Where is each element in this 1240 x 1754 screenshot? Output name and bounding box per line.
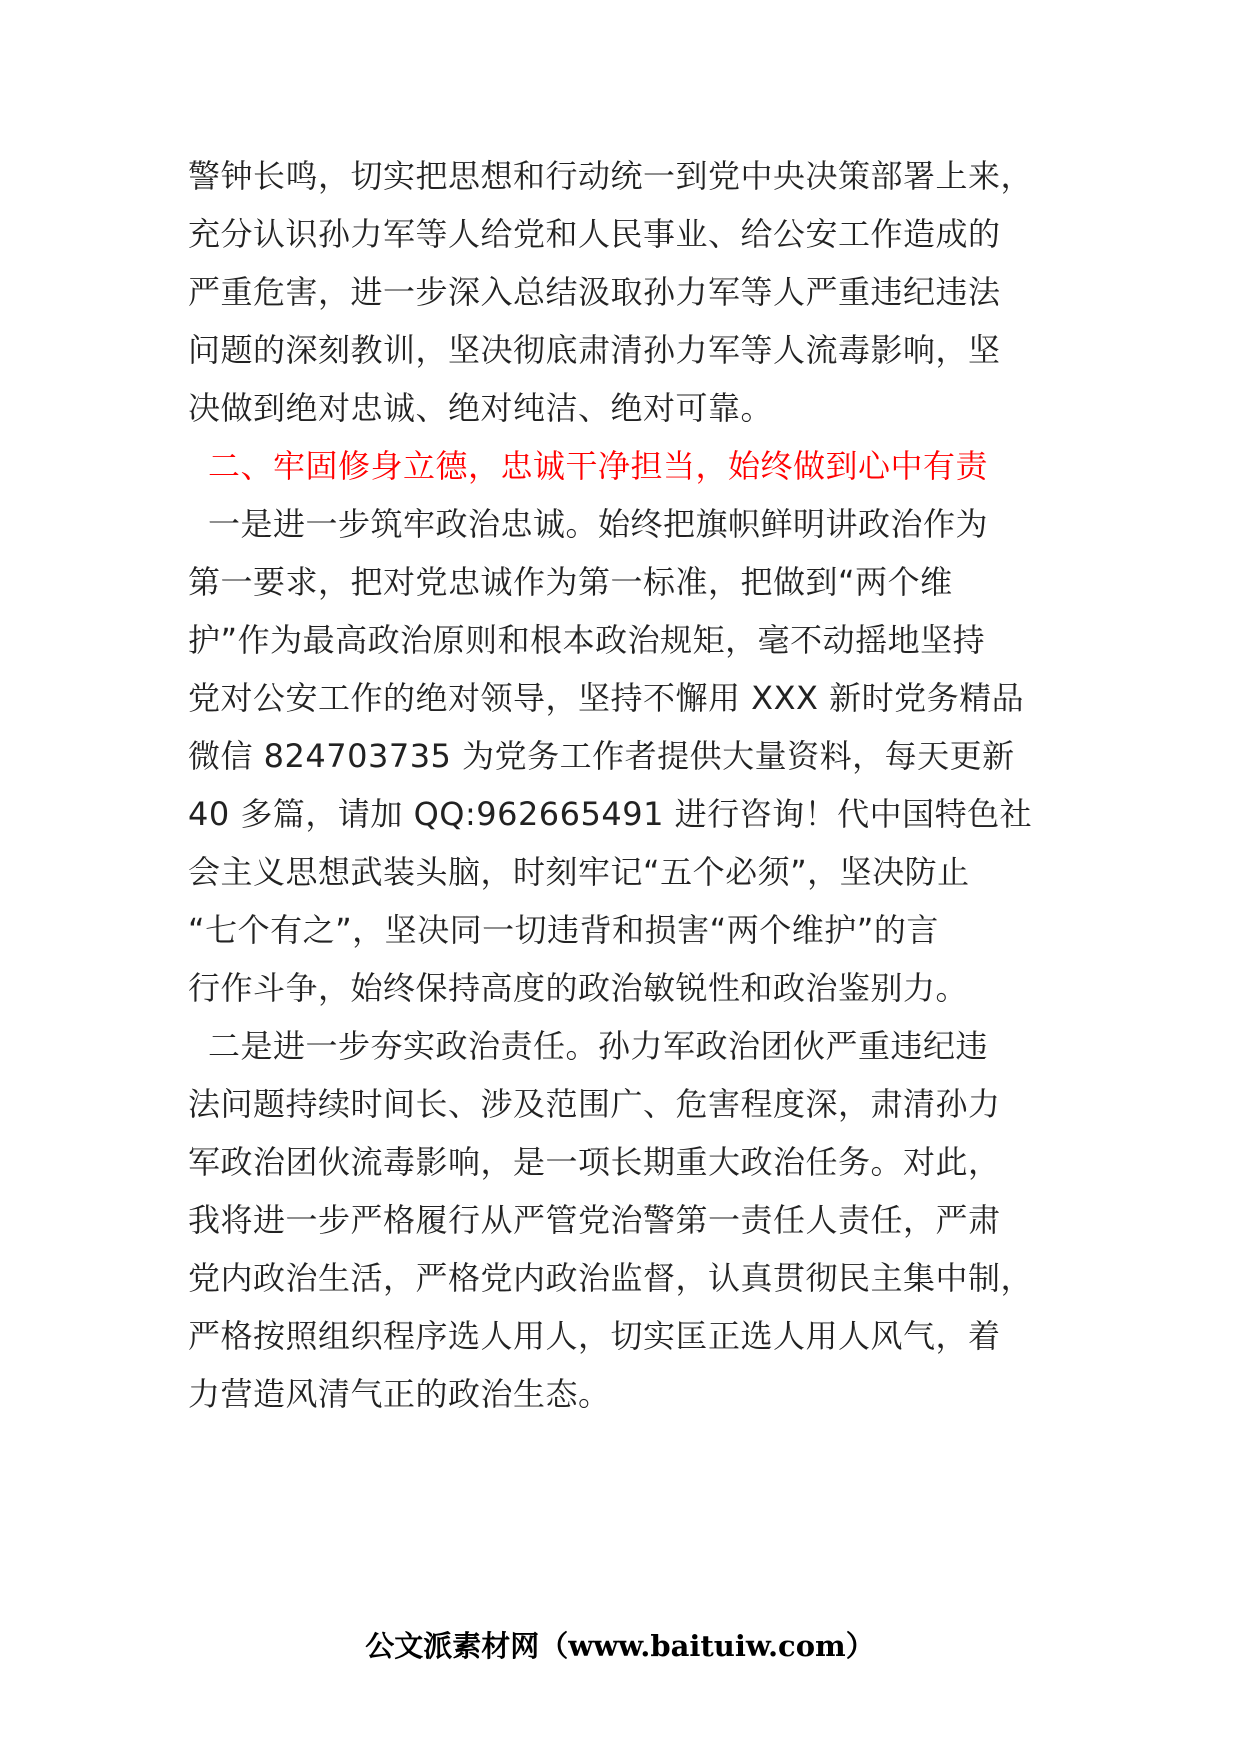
paragraph-line: 严重危害，进一步深入总结汲取孙力军等人严重违纪违法	[188, 273, 1001, 311]
paragraph-line: 警钟长鸣，切实把思想和行动统一到党中央决策部署上来，	[188, 157, 1034, 195]
section-heading: 二、牢固修身立德，忠诚干净担当，始终做到心中有责	[208, 447, 989, 485]
paragraph-line: 一是进一步筑牢政治忠诚。始终把旗帜鲜明讲政治作为	[208, 505, 989, 543]
paragraph-line: 我将进一步严格履行从严管党治警第一责任人责任，严肃	[188, 1201, 1001, 1239]
paragraph-line: 党对公安工作的绝对领导，坚持不懈用 XXX 新时党务精品	[188, 679, 1025, 717]
paragraph-line: 第一要求，把对党忠诚作为第一标准，把做到“两个维	[188, 563, 953, 601]
paragraph-line: 决做到绝对忠诚、绝对纯洁、绝对可靠。	[188, 389, 774, 427]
paragraph-line: 法问题持续时间长、涉及范围广、危害程度深，肃清孙力	[188, 1085, 1001, 1123]
site-footer: 公文派素材网（www.baituiw.com）	[365, 1629, 875, 1663]
paragraph-line: 40 多篇，请加 QQ:962665491 进行咨询！代中国特色社	[188, 795, 1033, 833]
paragraph-line: 会主义思想武装头脑，时刻牢记“五个必须”，坚决防止	[188, 853, 970, 891]
paragraph-line: “七个有之”，坚决同一切违背和损害“两个维护”的言	[188, 911, 939, 949]
paragraph-line: 严格按照组织程序选人用人，切实匡正选人用人风气，着	[188, 1317, 1001, 1355]
paragraph-line: 党内政治生活，严格党内政治监督，认真贯彻民主集中制，	[188, 1259, 1034, 1297]
paragraph-line: 行作斗争，始终保持高度的政治敏锐性和政治鉴别力。	[188, 969, 969, 1007]
paragraph-line: 问题的深刻教训，坚决彻底肃清孙力军等人流毒影响，坚	[188, 331, 1001, 369]
paragraph-line: 军政治团伙流毒影响，是一项长期重大政治任务。对此，	[188, 1143, 1001, 1181]
paragraph-line: 护”作为最高政治原则和根本政治规矩，毫不动摇地坚持	[188, 621, 986, 659]
paragraph-line: 力营造风清气正的政治生态。	[188, 1375, 611, 1413]
paragraph-line: 二是进一步夯实政治责任。孙力军政治团伙严重违纪违	[208, 1027, 989, 1065]
paragraph-line: 充分认识孙力军等人给党和人民事业、给公安工作造成的	[188, 215, 1001, 253]
paragraph-line: 微信 824703735 为党务工作者提供大量资料，每天更新	[188, 737, 1015, 775]
